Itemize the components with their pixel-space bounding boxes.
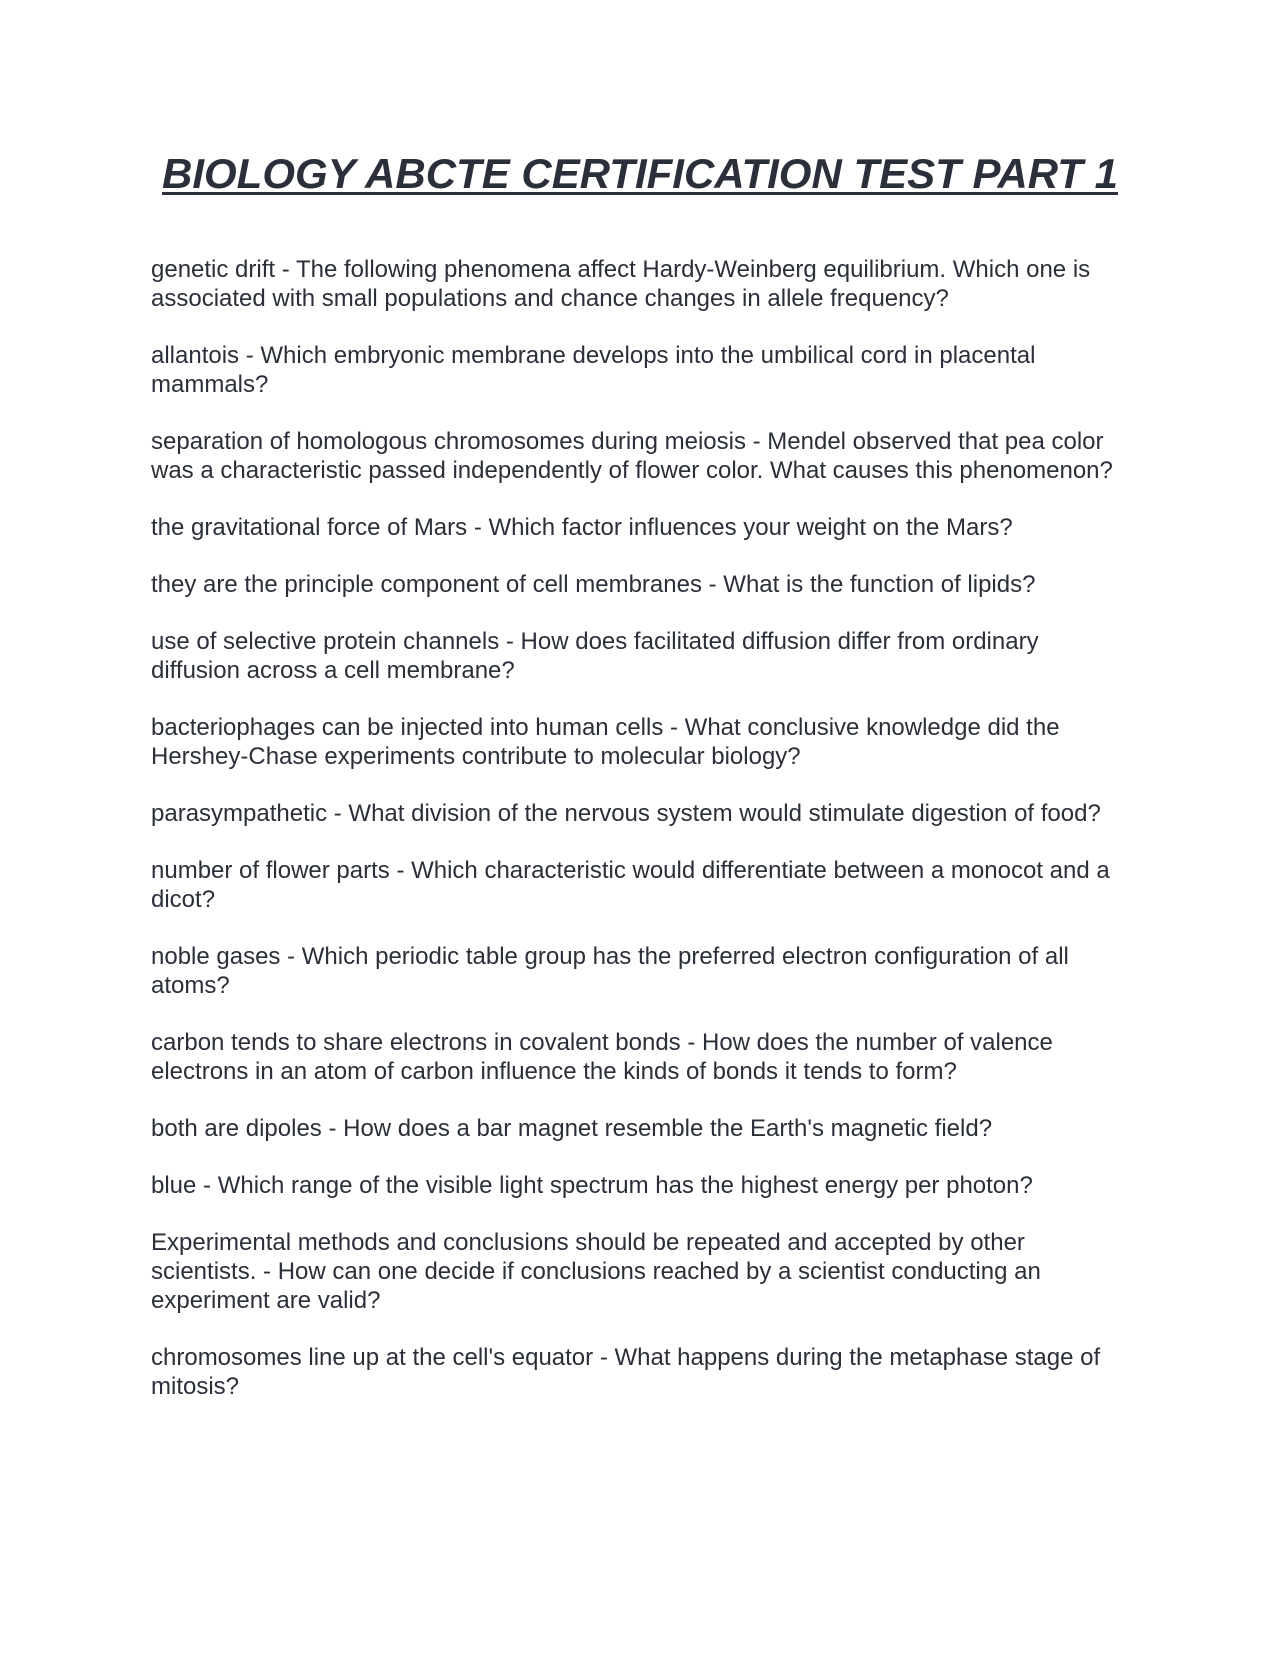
qa-entry: genetic drift - The following phenomena affect Hardy-Weinberg equilibrium. Which one is associated with small populations and chance changes in allele frequency? xyxy=(151,256,1091,312)
qa-entry: noble gases - Which periodic table group has the preferred electron configuration of all atoms? xyxy=(151,943,1069,999)
qa-entry: both are dipoles - How does a bar magnet resemble the Earth's magnetic field? xyxy=(151,1115,993,1142)
qa-entry: bacteriophages can be injected into human cells - What conclusive knowledge did the Hershey-Chase experiments contribute to molecular biology? xyxy=(151,714,1060,770)
qa-entry: use of selective protein channels - How does facilitated diffusion differ from ordinary diffusion across a cell membrane? xyxy=(151,628,1039,684)
qa-entry: Experimental methods and conclusions should be repeated and accepted by other scientists. - How can one decide if conclusions reached by a scientist conducting an experiment are valid? xyxy=(151,1229,1041,1314)
qa-entry: number of flower parts - Which characteristic would differentiate between a monocot and a dicot? xyxy=(151,857,1110,913)
qa-entry: parasympathetic - What division of the nervous system would stimulate digestion of food? xyxy=(151,800,1101,827)
qa-entry: blue - Which range of the visible light spectrum has the highest energy per photon? xyxy=(151,1172,1033,1199)
qa-entry: chromosomes line up at the cell's equator - What happens during the metaphase stage of mitosis? xyxy=(151,1344,1101,1400)
qa-entry: they are the principle component of cell membranes - What is the function of lipids? xyxy=(151,571,1036,598)
qa-list xyxy=(151,255,1131,1429)
document-title: BIOLOGY ABCTE CERTIFICATION TEST PART 1 xyxy=(162,150,1118,197)
qa-entry: allantois - Which embryonic membrane develops into the umbilical cord in placental mammals? xyxy=(151,342,1036,398)
qa-entry: carbon tends to share electrons in covalent bonds - How does the number of valence electrons in an atom of carbon influence the kinds of bonds it tends to form? xyxy=(151,1029,1053,1085)
qa-entry: separation of homologous chromosomes during meiosis - Mendel observed that pea color was a characteristic passed independently of flower color. What causes this phenomenon? xyxy=(151,428,1113,484)
qa-entry: the gravitational force of Mars - Which factor influences your weight on the Mars? xyxy=(151,514,1013,541)
